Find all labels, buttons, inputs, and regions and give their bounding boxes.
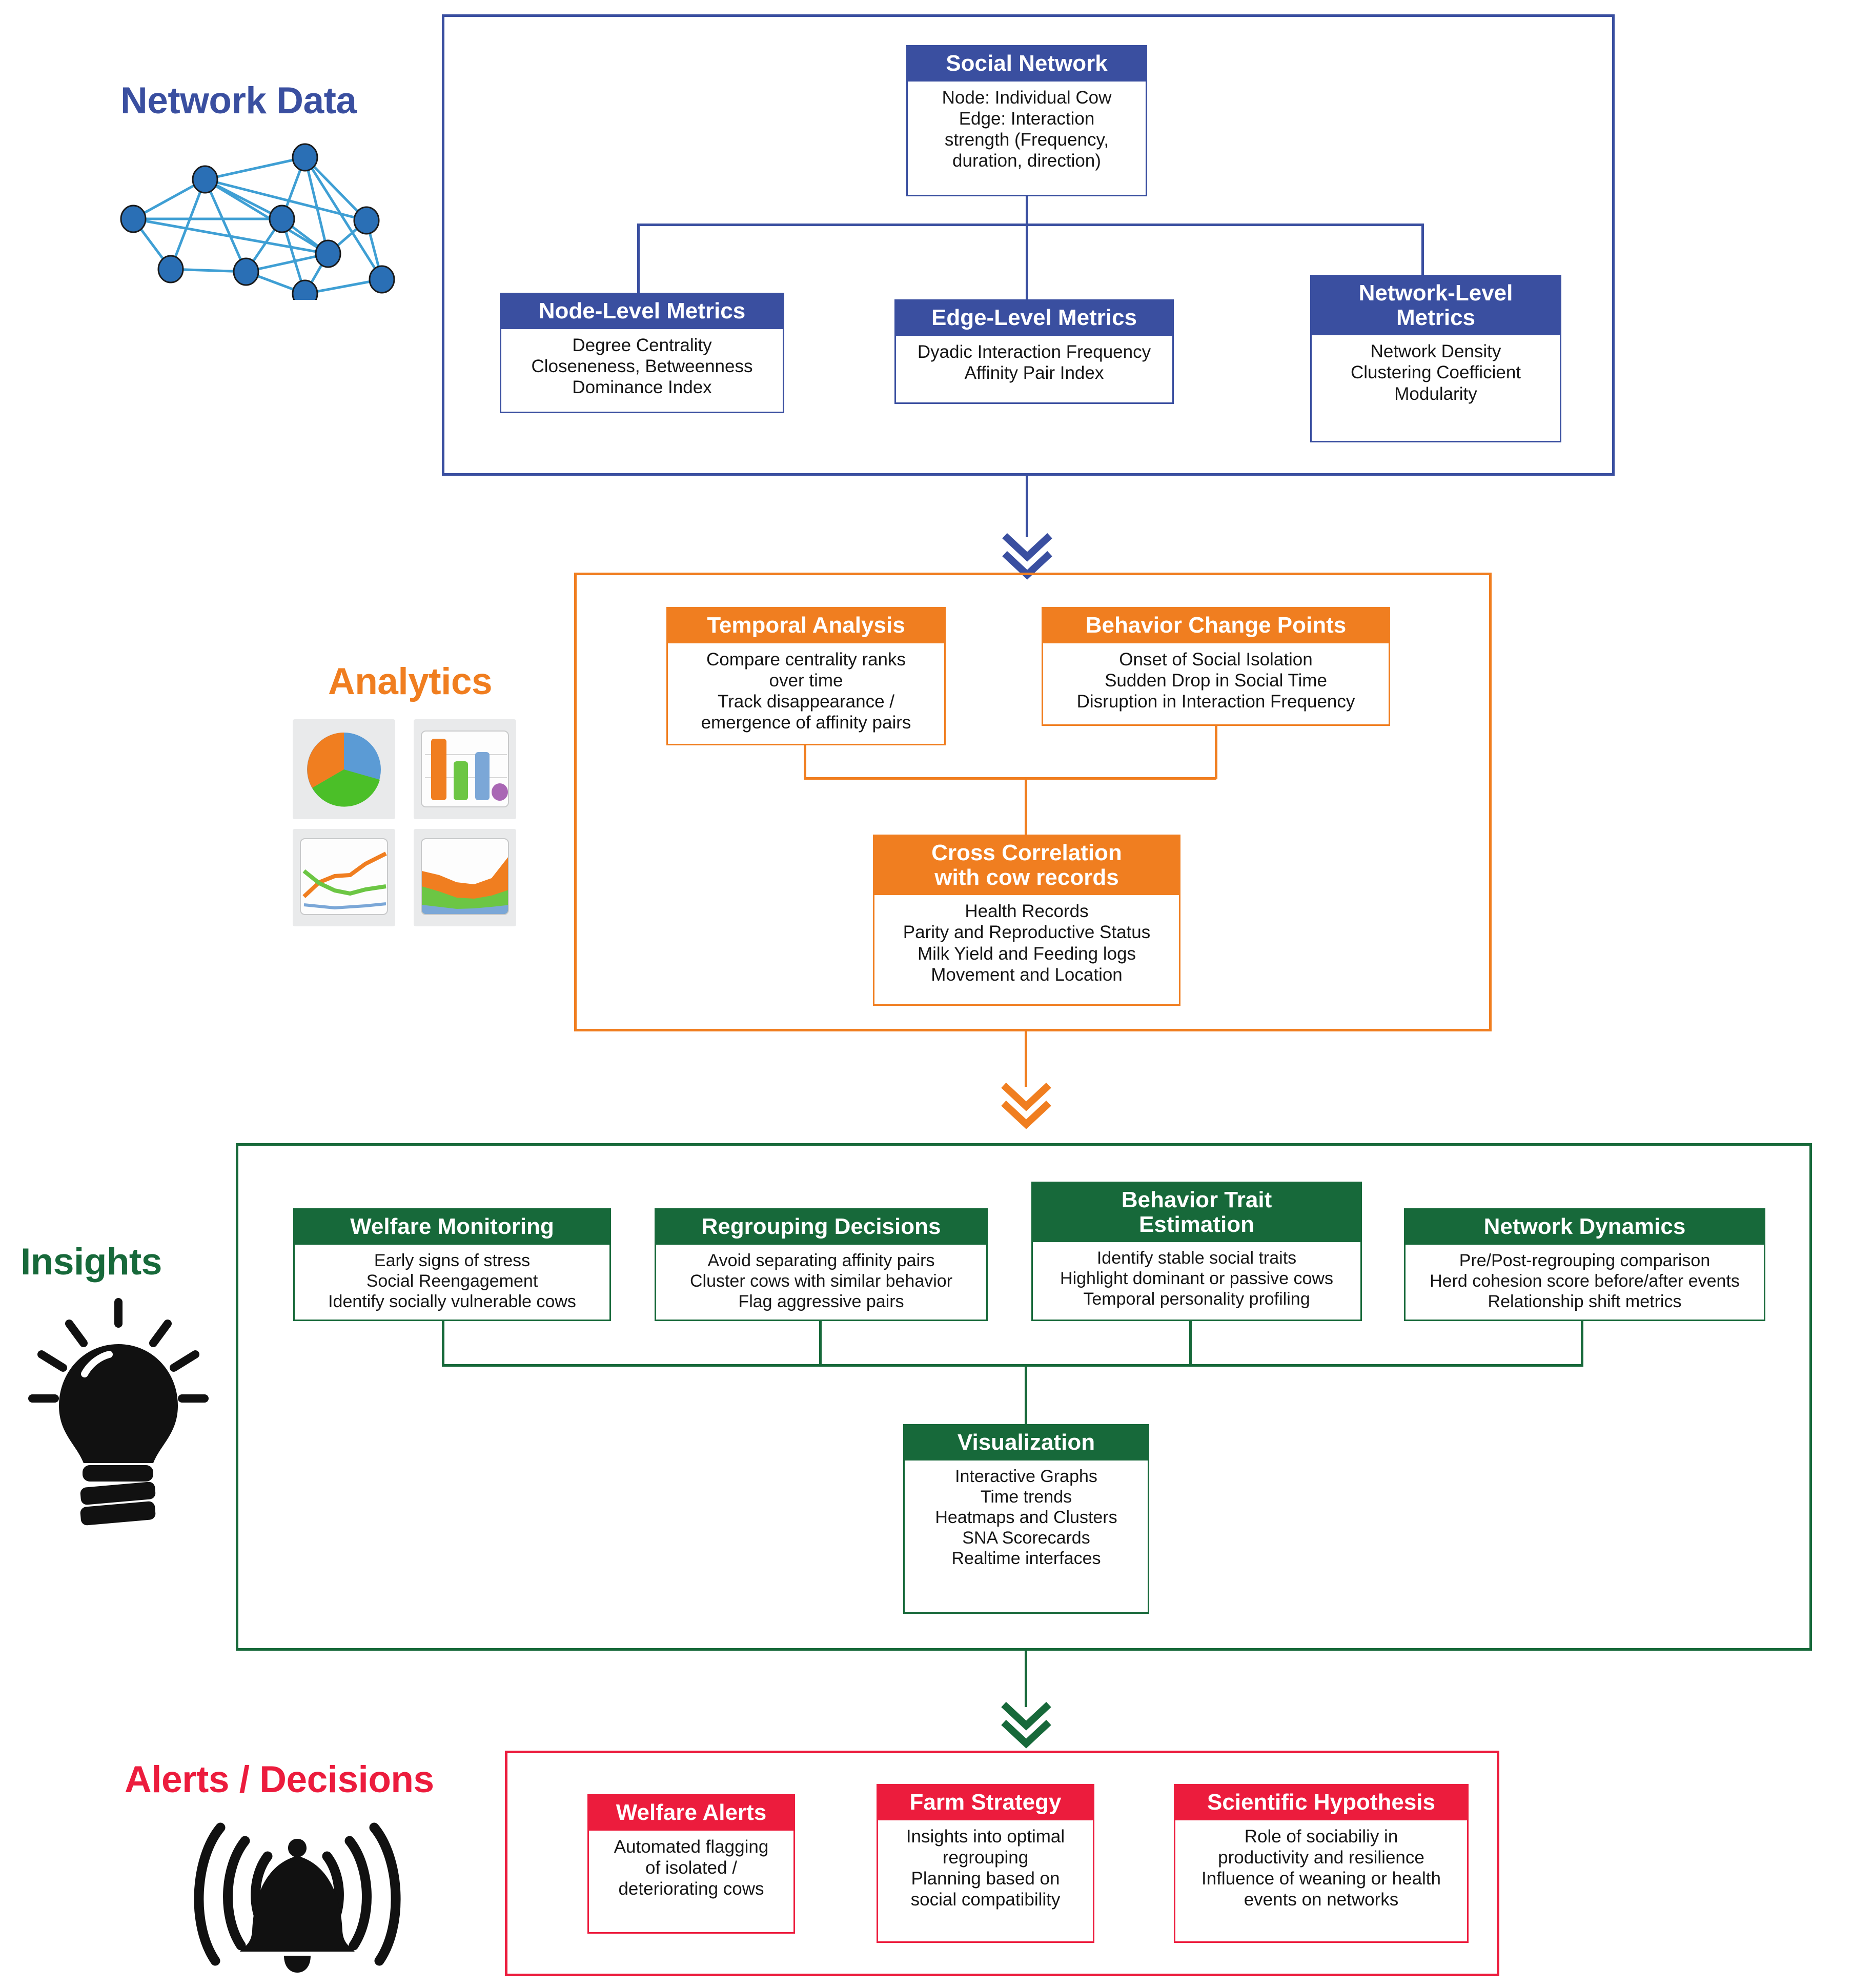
node-line: Influence of weaning or health xyxy=(1202,1869,1441,1889)
node-line: Dominance Index xyxy=(572,377,712,398)
node-network-level-metrics[interactable] xyxy=(1310,275,1561,442)
node-line: of isolated / xyxy=(645,1857,737,1878)
node-line: Realtime interfaces xyxy=(951,1548,1101,1568)
node-line: duration, direction) xyxy=(952,151,1101,171)
node-line: Health Records xyxy=(965,901,1089,922)
node-line: Parity and Reproductive Status xyxy=(903,922,1151,943)
node-line: Flag aggressive pairs xyxy=(738,1291,904,1311)
node-line: Movement and Location xyxy=(931,964,1123,985)
node-line: Sudden Drop in Social Time xyxy=(1105,670,1327,691)
node-title: Temporal Analysis xyxy=(668,608,944,643)
connector-insights-join xyxy=(442,1364,1583,1367)
node-node-level-metrics[interactable] xyxy=(500,293,784,413)
connector-bus-mid xyxy=(1026,224,1028,299)
node-line: Milk Yield and Feeding logs xyxy=(917,943,1136,964)
node-line: Cluster cows with similar behavior xyxy=(689,1271,953,1291)
node-cross-correlation[interactable] xyxy=(873,835,1180,1006)
node-line: emergence of affinity pairs xyxy=(701,713,911,733)
node-line: Onset of Social Isolation xyxy=(1119,649,1313,670)
connector-bus-left xyxy=(637,224,640,293)
bar-chart-tile xyxy=(414,719,516,819)
connector-stage3-to-stage4 xyxy=(1025,1651,1027,1707)
connector-join-to-cross xyxy=(1025,777,1027,835)
lightbulb-icon xyxy=(23,1287,213,1533)
node-title: Edge-Level Metrics xyxy=(896,301,1172,336)
node-title-line: Cross Correlation xyxy=(931,840,1122,865)
stage-label-alerts-decisions: Alerts / Decisions xyxy=(125,1759,434,1800)
node-behavior-change-points[interactable] xyxy=(1042,607,1390,726)
connector-welfare-down xyxy=(442,1321,444,1366)
node-line: social compatibility xyxy=(910,1890,1061,1910)
connector-sn-down xyxy=(1026,196,1028,225)
node-line: Network Density xyxy=(1370,341,1501,362)
node-title: Social Network xyxy=(908,47,1146,82)
node-scientific-hypothesis[interactable] xyxy=(1174,1784,1469,1943)
connector-analytics-join xyxy=(804,777,1216,780)
node-title: Node-Level Metrics xyxy=(501,294,783,329)
ringing-bell-icon xyxy=(149,1817,446,1976)
node-line: Herd cohesion score before/after events xyxy=(1430,1271,1740,1291)
node-visualization[interactable] xyxy=(903,1424,1149,1614)
node-title: Visualization xyxy=(905,1426,1148,1460)
node-line: Dyadic Interaction Frequency xyxy=(917,341,1151,362)
analytics-charts-icon xyxy=(290,715,533,930)
node-line: Role of sociabiliy in xyxy=(1244,1826,1398,1847)
node-line: SNA Scorecards xyxy=(962,1528,1090,1548)
network-graph-icon xyxy=(87,131,405,300)
node-farm-strategy[interactable] xyxy=(877,1784,1094,1943)
connector-stage1-to-stage2 xyxy=(1026,476,1028,537)
node-line: Highlight dominant or passive cows xyxy=(1060,1269,1333,1289)
node-line: Identify socially vulnerable cows xyxy=(328,1291,576,1311)
node-edge-level-metrics[interactable] xyxy=(894,299,1174,404)
node-line: Clustering Coefficient xyxy=(1350,362,1521,383)
node-line: Temporal personality profiling xyxy=(1083,1289,1310,1309)
node-title-line: Network-Level xyxy=(1358,280,1513,306)
node-regrouping-decisions[interactable] xyxy=(655,1208,988,1321)
node-line: regrouping xyxy=(942,1847,1029,1868)
connector-temporal-down xyxy=(804,745,806,779)
connector-join-to-visualization xyxy=(1025,1364,1027,1424)
node-social-network[interactable] xyxy=(906,45,1147,196)
node-title xyxy=(1312,276,1560,335)
stage-label-analytics: Analytics xyxy=(328,661,493,702)
arrow-orange-down xyxy=(999,1083,1055,1129)
node-line: Disruption in Interaction Frequency xyxy=(1076,692,1355,712)
area-chart-tile xyxy=(414,829,516,926)
node-line: Degree Centrality xyxy=(572,335,712,355)
node-behavior-trait-estimation[interactable] xyxy=(1031,1182,1362,1321)
node-line: strength (Frequency, xyxy=(944,130,1109,150)
node-welfare-monitoring[interactable] xyxy=(293,1208,611,1321)
node-line: Affinity Pair Index xyxy=(964,362,1104,383)
connector-stage2-to-stage3 xyxy=(1025,1031,1027,1087)
node-line: Time trends xyxy=(980,1487,1072,1507)
connector-trait-down xyxy=(1189,1321,1192,1366)
node-line: deteriorating cows xyxy=(618,1879,764,1899)
node-line: Compare centrality ranks xyxy=(706,649,906,670)
node-network-dynamics[interactable] xyxy=(1404,1208,1765,1321)
node-line: Avoid separating affinity pairs xyxy=(707,1250,935,1270)
node-title: Farm Strategy xyxy=(878,1786,1093,1820)
node-line: Planning based on xyxy=(911,1869,1060,1889)
arrow-green-down xyxy=(999,1702,1055,1748)
connector-bcp-down xyxy=(1215,726,1217,779)
node-welfare-alerts[interactable] xyxy=(587,1794,795,1934)
node-line: Interactive Graphs xyxy=(955,1466,1097,1486)
connector-bus-right xyxy=(1421,224,1424,275)
node-line: Edge: Interaction xyxy=(959,108,1095,129)
node-title xyxy=(1033,1183,1360,1242)
node-line: productivity and resilience xyxy=(1218,1847,1424,1868)
pie-chart-tile xyxy=(293,719,395,819)
node-line: Automated flagging xyxy=(614,1836,769,1857)
connector-dynamics-down xyxy=(1581,1321,1583,1366)
node-line: Closeneness, Betweenness xyxy=(531,356,753,376)
line-chart-tile xyxy=(293,829,395,926)
stage-label-network-data: Network Data xyxy=(120,80,357,121)
stage-label-insights: Insights xyxy=(21,1241,162,1283)
node-line: Node: Individual Cow xyxy=(942,87,1112,108)
node-title: Behavior Change Points xyxy=(1043,608,1389,643)
node-title-line: with cow records xyxy=(934,864,1119,890)
node-line: Heatmaps and Clusters xyxy=(935,1507,1117,1527)
node-title: Scientific Hypothesis xyxy=(1175,1786,1467,1820)
node-line: Identify stable social traits xyxy=(1096,1248,1297,1268)
node-title-line: Estimation xyxy=(1139,1211,1254,1237)
node-temporal-analysis[interactable] xyxy=(666,607,946,745)
node-title: Network Dynamics xyxy=(1406,1210,1764,1245)
node-line: Pre/Post-regrouping comparison xyxy=(1459,1250,1711,1270)
connector-regroup-down xyxy=(819,1321,822,1366)
node-line: Modularity xyxy=(1394,383,1477,404)
node-line: over time xyxy=(769,670,843,691)
node-title-line: Behavior Trait xyxy=(1121,1187,1272,1212)
node-line: events on networks xyxy=(1244,1890,1399,1910)
connector-bus-horizontal xyxy=(637,224,1424,226)
node-title-line: Metrics xyxy=(1396,305,1476,330)
node-title: Regrouping Decisions xyxy=(656,1210,986,1245)
node-title: Welfare Alerts xyxy=(589,1796,793,1831)
node-line: Track disappearance / xyxy=(718,692,894,712)
node-title xyxy=(874,836,1179,895)
node-title: Welfare Monitoring xyxy=(295,1210,609,1245)
node-line: Relationship shift metrics xyxy=(1488,1291,1682,1311)
node-line: Early signs of stress xyxy=(374,1250,531,1270)
node-line: Social Reengagement xyxy=(366,1271,538,1291)
node-line: Insights into optimal xyxy=(906,1826,1065,1847)
